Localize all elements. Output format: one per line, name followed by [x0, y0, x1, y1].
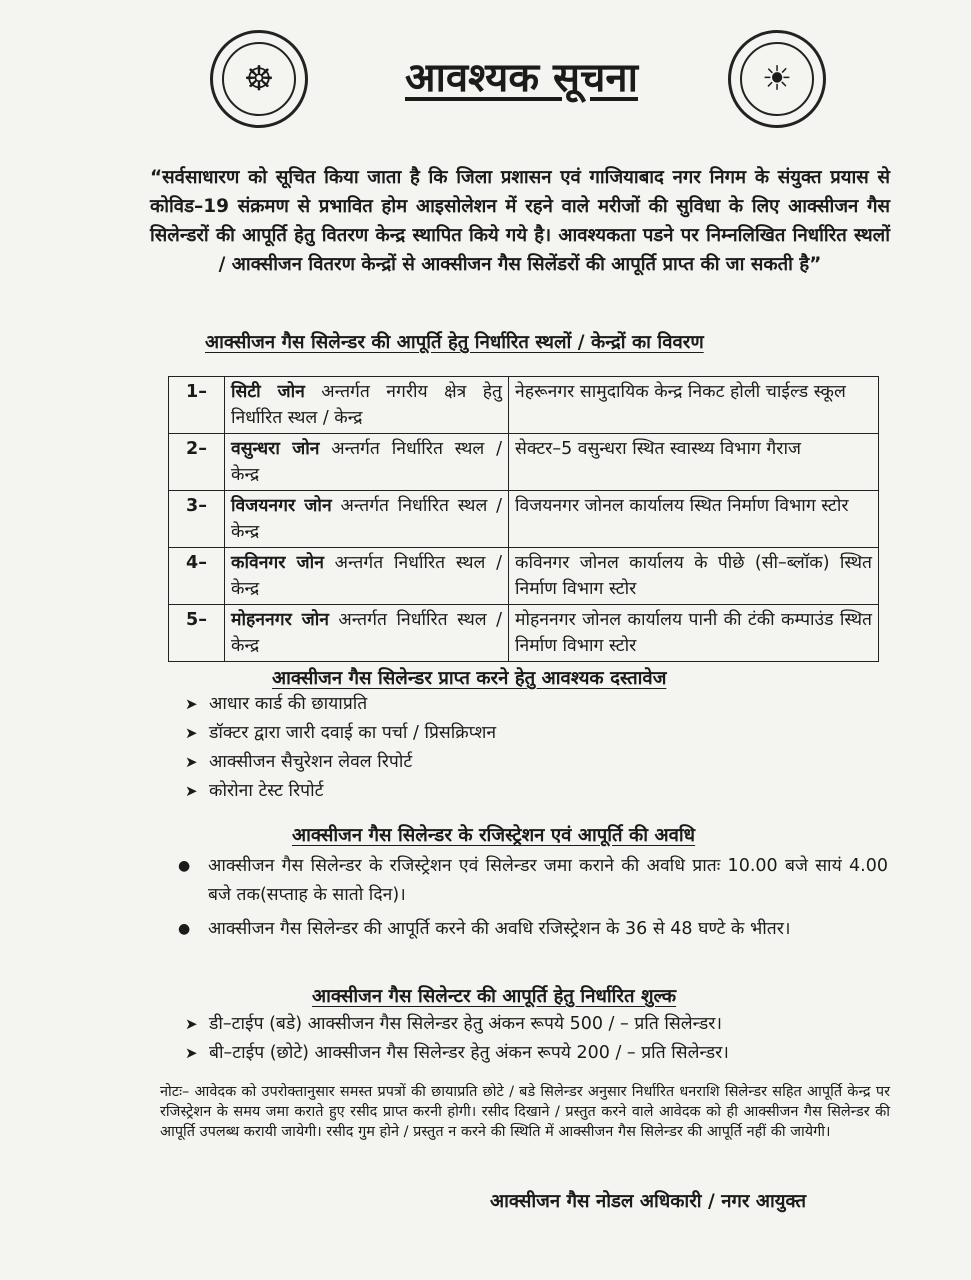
documents-heading: आक्सीजन गैस सिलेन्डर प्राप्त करने हेतु आवश्यक दस्तावेज [272, 668, 667, 689]
centers-table [168, 376, 879, 662]
zone-cell [225, 377, 509, 434]
fee-text: बी–टाईप (छोटे) आक्सीजन गैस सिलेन्डर हेतु अंकन रूपये 200 / – प्रति सिलेन्डर। [209, 1043, 729, 1063]
list-item [185, 777, 496, 806]
page-title: आवश्यक सूचना [405, 55, 638, 101]
fee-text: डी–टाईप (बडे) आक्सीजन गैस सिलेन्डर हेतु अंकन रूपये 500 / – प्रति सिलेन्डर। [209, 1014, 722, 1034]
list-item [178, 915, 888, 944]
zone-desc: अन्तर्गत निर्धारित स्थल / केन्द्र [231, 496, 502, 542]
zone-desc: अन्तर्गत निर्धारित स्थल / केन्द्र [231, 553, 503, 599]
zone-cell [225, 491, 509, 548]
location-cell: सेक्टर–5 वसुन्धरा स्थित स्वास्थ्य विभाग गैराज [509, 434, 879, 491]
period-text: आक्सीजन गैस सिलेन्डर की आपूर्ति करने की अवधि रजिस्ट्रेशन के 36 से 48 घण्टे के भीतर। [208, 919, 791, 939]
document-text: आधार कार्ड की छायाप्रति [209, 694, 368, 714]
location-cell: कविनगर जोनल कार्यालय के पीछे (सी–ब्लॉक) स्थित निर्माण विभाग स्टोर [509, 548, 879, 605]
location-cell: नेहरूनगर सामुदायिक केन्द्र निकट होली चाईल्ड स्कूल [509, 377, 879, 434]
table-row [169, 605, 879, 662]
row-number: 5– [169, 605, 225, 662]
table-row [169, 377, 879, 434]
document-text: आक्सीजन सैचुरेशन लेवल रिपोर्ट [209, 752, 413, 772]
arrow-bullet-icon: ➤ [185, 724, 198, 742]
location-cell: विजयनगर जोनल कार्यालय स्थित निर्माण विभाग स्टोर [509, 491, 879, 548]
zone-cell [225, 434, 509, 491]
zone-desc: अन्तर्गत निर्धारित स्थल / केन्द्र [231, 439, 503, 485]
list-item [185, 719, 496, 748]
zone-desc: अन्तर्गत नगरीय क्षेत्र हेतु निर्धारित स्थल / केन्द्र [231, 382, 502, 428]
location-cell: मोहननगर जोनल कार्यालय पानी की टंकी कम्पाउंड स्थित निर्माण विभाग स्टोर [509, 605, 879, 662]
fees-heading: आक्सीजन गैस सिलेन्टर की आपूर्ति हेतु निर्धारित शुल्क [312, 986, 677, 1007]
arrow-bullet-icon: ➤ [185, 695, 198, 713]
period-text: आक्सीजन गैस सिलेन्डर के रजिस्ट्रेशन एवं सिलेन्डर जमा कराने की अवधि प्रातः 10.00 बजे सायं 4.00 बजे तक(सप्ताह के सातो दिन)। [208, 856, 888, 905]
up-govt-emblem-icon: ☸ [210, 30, 308, 128]
zone-name: कविनगर जोन [231, 553, 324, 573]
zone-cell [225, 605, 509, 662]
note-paragraph: नोटः– आवेदक को उपरोक्तानुसार समस्त प्रपत्रों की छायाप्रति छोटे / बडे सिलेन्डर अनुसार निर्धारित धनराशि सिलेन्डर सहित आपूर्ति केन्द्र पर रजिस्ट्रेशन के समय जमा कराते हुए रसीद प्राप्त करनी होगी। रसीद दिखाने / प्रस्तुत करने वाले आवेदक को ही आक्सीजन गैस सिलेन्डर की आपूर्ति उपलब्ध करायी जायेगी। रसीद गुम होने / प्रस्तुत न करने की स्थिति में आक्सीजन गैस सिलेन्डर की आपूर्ति नहीं की जायेगी। [160, 1084, 890, 1140]
table-row [169, 434, 879, 491]
document-text: कोरोना टेस्ट रिपोर्ट [209, 781, 324, 801]
arrow-bullet-icon: ➤ [185, 753, 198, 771]
list-item [185, 748, 496, 777]
period-list [178, 852, 888, 949]
signature-line: आक्सीजन गैस नोडल अधिकारी / नगर आयुक्त [490, 1191, 807, 1212]
bullet-icon: ● [178, 921, 191, 937]
centers-heading: आक्सीजन गैस सिलेन्डर की आपूर्ति हेतु निर्धारित स्थलों / केन्द्रों का विवरण [205, 332, 704, 353]
ghaziabad-nagar-nigam-emblem-icon: ☀ [728, 30, 826, 128]
period-heading: आक्सीजन गैस सिलेन्डर के रजिस्ट्रेशन एवं आपूर्ति की अवधि [292, 825, 696, 846]
document-text: डॉक्टर द्वारा जारी दवाई का पर्चा / प्रिसक्रिप्शन [209, 723, 497, 743]
zone-name: सिटी जोन [231, 382, 305, 402]
list-item [185, 1039, 729, 1068]
table-row [169, 548, 879, 605]
list-item [185, 1010, 729, 1039]
bullet-icon: ● [178, 858, 191, 874]
zone-name: विजयनगर जोन [231, 496, 332, 516]
documents-list [185, 690, 496, 806]
row-number: 3– [169, 491, 225, 548]
row-number: 2– [169, 434, 225, 491]
fees-list [185, 1010, 729, 1068]
arrow-bullet-icon: ➤ [185, 782, 198, 800]
zone-name: मोहननगर जोन [231, 610, 329, 630]
arrow-bullet-icon: ➤ [185, 1044, 198, 1062]
arrow-bullet-icon: ➤ [185, 1015, 198, 1033]
zone-name: वसुन्धरा जोन [231, 439, 320, 459]
row-number: 4– [169, 548, 225, 605]
list-item [185, 690, 496, 719]
zone-cell [225, 548, 509, 605]
row-number: 1– [169, 377, 225, 434]
zone-desc: अन्तर्गत निर्धारित स्थल / केन्द्र [231, 610, 502, 656]
table-row [169, 491, 879, 548]
intro-paragraph: “सर्वसाधारण को सूचित किया जाता है कि जिला प्रशासन एवं गाजियाबाद नगर निगम के संयुक्त प्रयास से कोविड–19 संक्रमण से प्रभावित होम आइसोलेशन में रहने वाले मरीजों की सुविधा के लिए आक्सीजन गैस सिलेन्डरों की आपूर्ति हेतु वितरण केन्द्र स्थापित किये गये है। आवश्यकता पडने पर निम्नलिखित निर्धारित स्थलों / आक्सीजन वितरण केन्द्रों से आक्सीजन गैस सिलेंडरों की आपूर्ति प्राप्त की जा सकती है” [150, 167, 890, 275]
list-item [178, 852, 888, 910]
